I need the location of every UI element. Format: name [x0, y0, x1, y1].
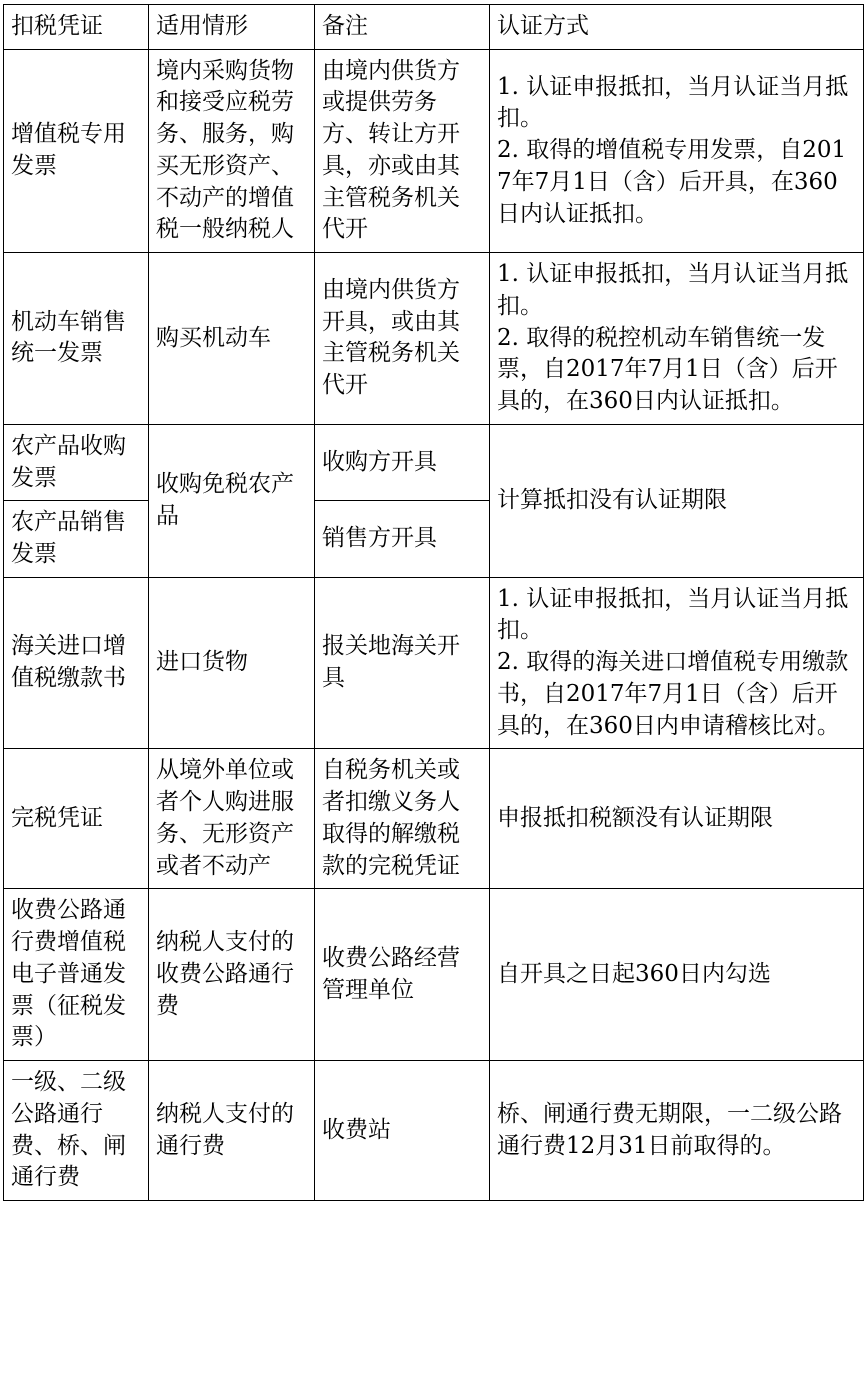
cell-note: 报关地海关开具: [315, 577, 490, 749]
header-voucher: 扣税凭证: [4, 5, 149, 50]
cell-case: 收购免税农产品: [149, 424, 315, 577]
table-row: [4, 253, 864, 425]
table-row: [4, 577, 864, 749]
method-line: 1. 认证申报抵扣，当月认证当月抵扣。: [497, 585, 849, 644]
deduction-voucher-table: [3, 4, 864, 1201]
cell-voucher: 增值税专用发票: [4, 49, 149, 252]
header-note: 备注: [315, 5, 490, 50]
cell-voucher: 一级、二级公路通行费、桥、闸通行费: [4, 1061, 149, 1201]
cell-case: 进口货物: [149, 577, 315, 749]
table-row: [4, 889, 864, 1061]
method-line: 1. 认证申报抵扣，当月认证当月抵扣。: [497, 73, 849, 132]
cell-note: 由境内供货方开具，或由其主管税务机关代开: [315, 253, 490, 425]
cell-voucher: 农产品收购发票: [4, 424, 149, 500]
table-header-row: [4, 5, 864, 50]
cell-case: 纳税人支付的通行费: [149, 1061, 315, 1201]
cell-note: 自税务机关或者扣缴义务人取得的解缴税款的完税凭证: [315, 749, 490, 889]
method-line: 2. 取得的增值税专用发票，自2017年7月1日（含）后开具，在360日内认证抵扣。: [497, 137, 847, 227]
cell-case: 从境外单位或者个人购进服务、无形资产或者不动产: [149, 749, 315, 889]
header-method: 认证方式: [490, 5, 864, 50]
cell-voucher: 机动车销售统一发票: [4, 253, 149, 425]
cell-method: 申报抵扣税额没有认证期限: [490, 749, 864, 889]
cell-voucher: 收费公路通行费增值税电子普通发票（征税发票）: [4, 889, 149, 1061]
table-row: [4, 49, 864, 252]
method-line: 2. 取得的税控机动车销售统一发票，自2017年7月1日（含）后开具的，在360日内认证抵扣。: [497, 324, 838, 415]
cell-case: 纳税人支付的收费公路通行费: [149, 889, 315, 1061]
cell-case: 境内采购货物和接受应税劳务、服务，购买无形资产、不动产的增值税一般纳税人: [149, 49, 315, 252]
cell-method: [490, 253, 864, 425]
cell-voucher: 海关进口增值税缴款书: [4, 577, 149, 749]
cell-note: 收费公路经营管理单位: [315, 889, 490, 1061]
cell-method: 桥、闸通行费无期限，一二级公路通行费12月31日前取得的。: [490, 1061, 864, 1201]
method-line: 2. 取得的海关进口增值税专用缴款书，自2017年7月1日（含）后开具的，在360日内申请稽核比对。: [497, 649, 849, 739]
table-row: [4, 424, 864, 500]
method-line: 1. 认证申报抵扣，当月认证当月抵扣。: [497, 261, 849, 319]
cell-voucher: 农产品销售发票: [4, 501, 149, 577]
table-row: [4, 749, 864, 889]
cell-method: 计算抵扣没有认证期限: [490, 424, 864, 577]
cell-note: 销售方开具: [315, 501, 490, 577]
cell-case: 购买机动车: [149, 253, 315, 425]
cell-method: 自开具之日起360日内勾选: [490, 889, 864, 1061]
cell-method: [490, 577, 864, 749]
cell-note: 由境内供货方或提供劳务方、转让方开具，亦或由其主管税务机关代开: [315, 49, 490, 252]
table-row: [4, 1061, 864, 1201]
cell-note: 收费站: [315, 1061, 490, 1201]
cell-method: [490, 49, 864, 252]
cell-note: 收购方开具: [315, 424, 490, 500]
header-case: 适用情形: [149, 5, 315, 50]
cell-voucher: 完税凭证: [4, 749, 149, 889]
